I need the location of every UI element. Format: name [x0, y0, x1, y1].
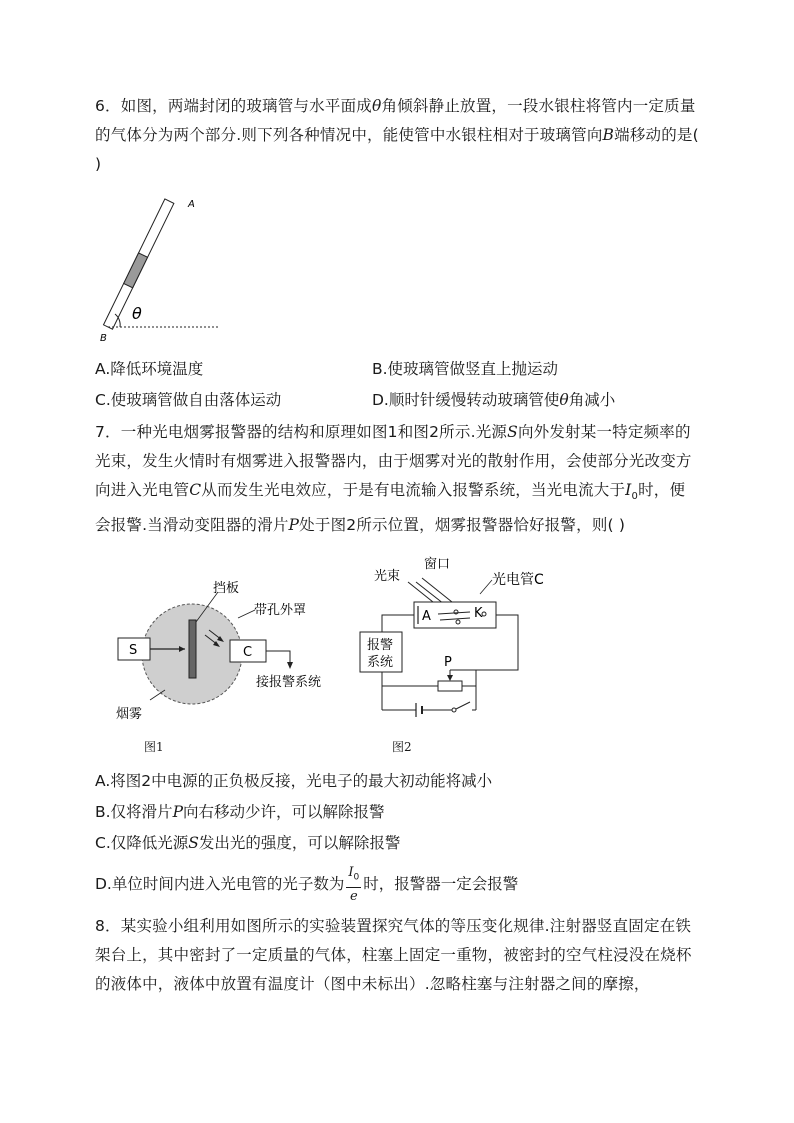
q7-s-label: S — [507, 423, 518, 441]
light-source-label: S — [129, 643, 138, 658]
q6-stem-part: 6．如图，两端封闭的玻璃管与水平面成 — [95, 97, 372, 115]
q6-option-c: C.使玻璃管做自由落体运动 — [95, 391, 282, 409]
q7-figure-2 — [352, 552, 572, 732]
mercury-column — [124, 253, 148, 288]
q7-option-c-s: S — [188, 834, 199, 852]
alarm-link-label: 接报警系统 — [256, 675, 322, 690]
q7-option-c-part: 发出光的强度，可以解除报警 — [198, 834, 401, 852]
label-b: B — [100, 333, 107, 344]
q6-tube-figure — [98, 195, 228, 345]
q7-p-label: P — [288, 516, 300, 535]
q7-stem-part: 7．一种光电烟雾报警器的结构和原理如图1和图2所示.光源 — [95, 423, 508, 441]
figure-2-caption: 图2 — [392, 740, 412, 754]
alarm-label-1: 报警 — [367, 638, 394, 653]
q7-stem-part: 处于图2所示位置，烟雾报警器恰好报警，则( ) — [299, 516, 626, 535]
q7-option-d-part: D.单位时间内进入光电管的光子数为 — [95, 874, 345, 893]
wire — [382, 615, 414, 632]
q8-stem: 8．某实验小组利用如图所示的实验装置探究气体的等压变化规律.注射器竖直固定在铁架台上，其中密封了一定质量的气体，柱塞上固定一重物，被密封的空气柱浸没在烧杯的液体中，液体中放置有温度计（图中未标出）.忽略柱塞与注射器之间的摩擦， — [95, 917, 692, 993]
q7-stem-part: 时，便会报警.当滑动变阻器的滑片 — [95, 481, 686, 535]
tube-pointer — [480, 580, 492, 594]
switch-pivot — [452, 708, 456, 712]
alarm-arrow — [287, 662, 293, 669]
q7-stem-part: 向外发射某一特定频率的光束，发生火情时有烟雾进入报警器内，由于烟雾对光的散射作用，会使部分光改变方向进入光电管 — [95, 423, 692, 499]
q6-stem-part: 角倾斜静止放置，一段水银柱将管内一定质量的气体分为两个部分.则下列各种情况中，能使管中水银柱相对于玻璃管向 — [95, 97, 696, 144]
q6-option-b: B.使玻璃管做竖直上抛运动 — [372, 360, 559, 378]
alarm-label-2: 系统 — [367, 655, 394, 670]
smoke-pointer — [150, 690, 165, 700]
baffle-label: 挡板 — [213, 581, 240, 596]
rheostat — [438, 681, 462, 691]
q7-option-d — [95, 864, 518, 905]
anode-label: A — [422, 609, 431, 624]
baffle — [189, 620, 196, 678]
cover-label: 带孔外罩 — [254, 603, 307, 618]
q6-option-d-part: 角减小 — [568, 391, 616, 409]
q7-option-b-p: P — [172, 803, 183, 821]
window-tube-edge — [416, 582, 444, 604]
beam-label: 光束 — [374, 569, 401, 584]
switch-blade — [456, 702, 470, 709]
q7-c-label: C — [189, 481, 202, 499]
label-theta: θ — [132, 304, 142, 323]
window-label: 窗口 — [424, 557, 451, 572]
q6-stem-part: 端移动的是( ) — [95, 126, 699, 173]
q7-option-d-fraction — [346, 864, 361, 905]
label-a: A — [188, 199, 195, 210]
phototube-label: C — [243, 645, 253, 660]
cover-pointer — [238, 610, 255, 618]
q6-stem — [95, 92, 700, 179]
q7-stem-part: 从而发生光电效应，于是有电流输入报警系统，当光电流大于 — [201, 481, 626, 499]
q7-option-c-part: C.仅降低光源 — [95, 834, 189, 852]
fraction-numerator-sub: 0 — [353, 872, 360, 883]
q7-stem — [95, 418, 700, 540]
cathode-label: K — [474, 606, 483, 621]
q7-option-b-part: 向右移动少许，可以解除报警 — [183, 803, 385, 821]
fraction-numerator: I — [348, 865, 354, 880]
alarm-wire — [266, 651, 290, 664]
q7-i0-sub: 0 — [631, 491, 639, 503]
q7-figure-1 — [110, 578, 350, 728]
q7-option-d-part: 时，报警器一定会报警 — [363, 874, 519, 893]
q7-option-a: A.将图2中电源的正负极反接，光电子的最大初动能将减小 — [95, 772, 493, 790]
q6-option-a: A.降低环境温度 — [95, 360, 204, 378]
q6-theta: θ — [371, 97, 382, 115]
q6-b-label: B — [602, 126, 615, 144]
q7-option-b-part: B.仅将滑片 — [95, 803, 173, 821]
q7-option-b — [95, 802, 385, 822]
slider-arrow — [447, 675, 453, 681]
slider-label: P — [444, 655, 452, 670]
q7-option-c — [95, 833, 400, 853]
q7-i0: I — [625, 481, 632, 499]
fraction-denominator: e — [349, 888, 358, 904]
tube-label: 光电管C — [492, 572, 544, 588]
q6-option-d-theta: θ — [559, 391, 569, 409]
q6-option-d-part: D.顺时针缓慢转动玻璃管使 — [372, 391, 560, 409]
smoke-label: 烟雾 — [116, 707, 143, 722]
q6-option-d — [372, 390, 615, 410]
figure-1-caption: 图1 — [144, 740, 164, 754]
